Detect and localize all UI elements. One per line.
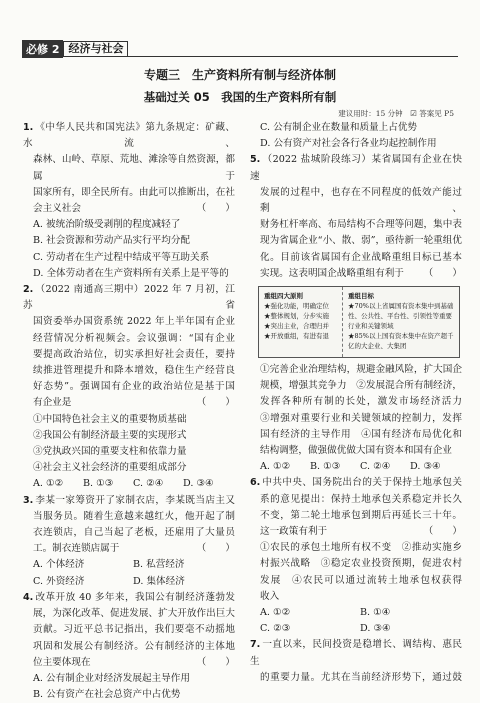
option-c: C. 劳动者在生产过程中结成平等互助关系 bbox=[33, 251, 210, 263]
header-rule bbox=[22, 56, 458, 57]
topic-title: 专题三 生产资料所有制与经济体制 bbox=[143, 68, 336, 82]
option-d: D. 全体劳动者在生产资料所有关系上是平等的 bbox=[33, 267, 229, 279]
question-7: 7. 一直以来，民间投资是稳增长、调结构、惠民生 的重要力量。尤其在当前经济形势下，通过鼓 bbox=[250, 639, 462, 683]
question-5: 5. （2022 盐城阶段练习）某省属国有企业在快速 发展的过程中，也存在不同程度的低效产能过剩、 财务杠杆率高、布局结构不合理等问题，集中表 现为省属企业“小、散、弱”，亟待新一轮重组优 化。目前该省属国有企业战略重组目标已基本 实现。这表明国企战略重组有利于 （ ） 重组四大原则 ★强化功能，明确定位 ★整体规划，分步实施 ★突出主业，合理归并 ★开放重组，有进有退 重组目标 ★70%以上省属国有资本集中到基础性、公共性、平台性、引领性等重要行业和关键领域 ★85%以上国有资本集中在资产超千亿的大企业、大集团 ①完善企业治理结构，规避金融风险，扩大国企 规模，增强其竞争力 ②发展混合所有制经济， 发挥各种所有制的长处，激发市场经济活力 ③增强对重要行业和关键领域的控制力，发挥 国有经济的主导作用 ④国有经济布局优化和 结构调整，做强做优做大国有资本和国有企业 A. ①② B. ①③ C. ②④ D. ③④ bbox=[250, 154, 462, 473]
book-tag-number: 必修 2 bbox=[22, 40, 63, 58]
book-tag-name: 经济与社会 bbox=[63, 41, 128, 57]
restructuring-figure: 重组四大原则 ★强化功能，明确定位 ★整体规划，分步实施 ★突出主业，合理归并 ★开放重组，有进有退 重组目标 ★70%以上省属国有资本集中到基础性、公共性、平台性、引领性等重要行业和关键领域 ★85%以上国有资本集中在资产超千亿的大企业、大集团 bbox=[258, 286, 460, 358]
lesson-title: 基础过关 05 我国的生产资料所有制 bbox=[143, 90, 337, 104]
question-4: 4. 改革开放 40 多年来，我国公有制经济蓬勃发 展，为深化改革、促进发展、扩大开放作出巨大 贡献。习近平总书记指出，我们要毫不动摇地 巩固和发展公有制经济。公有制经济的主体地 位主要体现在 （ ） A. 公有制企业对经济发展起主导作用 B. 公有资产在社会总资产中占优势 bbox=[23, 591, 235, 701]
left-column bbox=[23, 120, 235, 703]
option-a: A. 被统治阶级受剥削的程度减轻了 bbox=[33, 219, 181, 231]
time-and-answer-note: 建议用时：15 分钟 ☑ 答案见 P5 bbox=[338, 109, 454, 118]
right-column: C. 公有制企业在数量和质量上占优势 D. 公有资产对社会各行各业均起控制作用 5. （2022 盐城阶段练习）某省属国有企业在快速 发展的过程中，也存在不同程度的低效产能过剩、 财务杠杆率高、布局结构不合理等问题，集中表 现为省属企业“小、散、弱”，亟待新一轮重组优 化。目前该省属国有企业战略重组目标已基本 实现。这表明国企战略重组有利于 （ ） 重组四大原则 ★强化功能，明确定位 ★整体规划，分步实施 ★突出主业，合理归并 ★开放重组，有进有退 重组目标 ★70%以上省属国有资本集中到基础性、公共性、平台性、引领性等重要行业和关键领域 ★85%以上国有资本集中在资产超千亿的大企业、大集团 ①完善企业治理结构，规避金融风险，扩大国企 规模，增强其竞争力 ②发展混合所有制经济， 发挥各种所有制的长处，激发市场经济活力 ③增强对重要行业和关键领域的控制力，发挥 国有经济的主导作用 ④国有经济布局优化和 结构调整，做强做优做大国有资本和国有企业 A. ①② B. ①③ C. ②④ D. ③④ 6. 中共中央、国务院出台的关于保持土地承包关 系的意见提出：保持土地承包关系稳定并长久 不变，第二轮土地承包到期后再延长三十年。 这一政策有利于 （ ） ①农民的承包土地所有权不变 ②推动实施乡 村振兴战略 ③稳定农业投资预期，促进农村 发展 ④农民可以通过流转土地承包权获得 收入 A. ①② B. ①④ C. ②③ D. ③④ 7. 一直以来，民间投资是稳增长、调结构、惠民生 的重要力量。尤其在当前经济形势下，通过鼓 bbox=[250, 120, 462, 686]
choices: A. ①② B. ①③ C. ②④ D. ③④ bbox=[33, 478, 214, 490]
option-b: B. 社会资源和劳动产品实行平均分配 bbox=[33, 235, 191, 247]
question-2: 2. （2022 南通高三期中）2022 年 7 月初，江苏省 国资委举办国资系统 2022 年上半年国有企业 经营情况分析视频会。会议强调：“国有企业 要提高政治站位，切实承担好社会责任，要持 续推进管理提升和降本增效，稳住生产经营良 好态势”。强调国有企业的政治站位是基于国 有企业是 （ ） ①中国特色社会主义的重要物质基础 ②我国公有制经济最主要的实现形式 ③党执政兴国的重要支柱和依靠力量 ④社会主义社会经济的重要组成部分 A. ①② B. ①③ C. ②④ D. ③④ bbox=[23, 282, 235, 493]
question-3: 3. 李某一家筹资开了家制衣店，李某既当店主又 当服务员。随着生意越来越红火，他开起了制 衣连锁店，自己当起了老板，还雇用了大量员 工。制衣连锁店属于 （ ） A. 个体经济 B. 私营经济 C. 外资经济 D. 集体经济 bbox=[23, 494, 235, 587]
question-1: 1. 《中华人民共和国宪法》第九条规定：矿藏、水流、 森林、山岭、草原、荒地、滩涂等自然资源，都属于 国家所有，即全民所有。由此可以推断出，在社 会主义社会 （ ） A. 被统治阶级受剥削的程度减轻了 B. 社会资源和劳动产品实行平均分配 C. 劳动者在生产过程中结成平等互助关系 D. 全体劳动者在生产资料所有关系上是平等的 bbox=[23, 120, 235, 282]
question-6: 6. 中共中央、国务院出台的关于保持土地承包关 系的意见提出：保持土地承包关系稳定并长久 不变，第二轮土地承包到期后再延长三十年。 这一政策有利于 （ ） ①农民的承包土地所有权不变 ②推动实施乡 村振兴战略 ③稳定农业投资预期，促进农村 发展 ④农民可以通过流转土地承包权获得 收入 A. ①② B. ①④ C. ②③ D. ③④ bbox=[250, 477, 462, 635]
